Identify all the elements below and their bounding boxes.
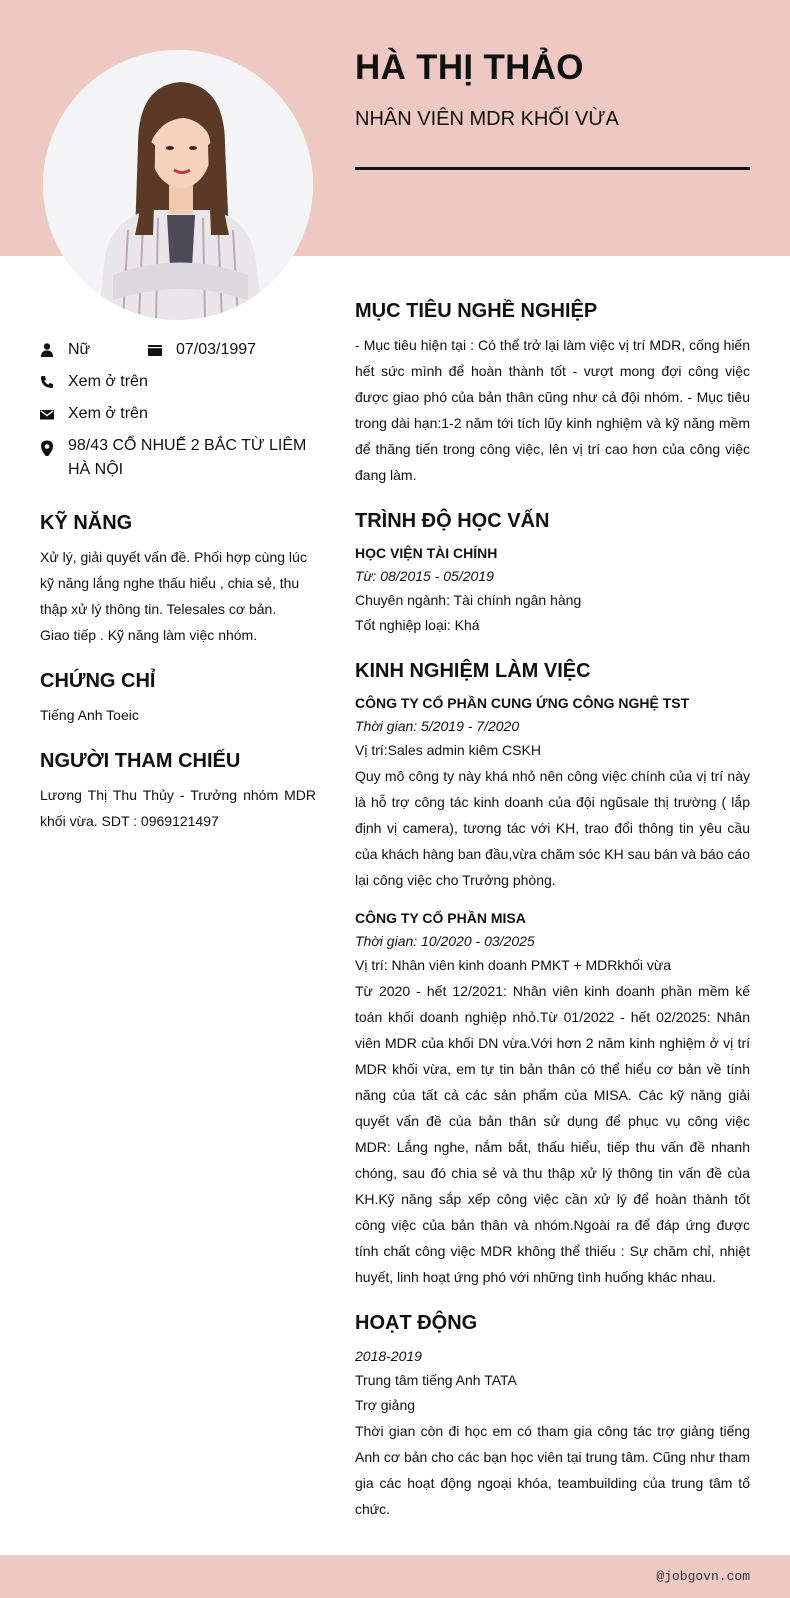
activities-organization: Trung tâm tiếng Anh TATA [355, 1372, 517, 1388]
education-major: Chuyên ngành: Tài chính ngân hàng [355, 592, 582, 608]
activities-description: Thời gian còn đi học em có tham gia công tác trợ giảng tiếng Anh cơ bản cho các bạn học viên tại trung tâm. Cũng như tham gia các hoạt động ngoại khóa, teambuilding của trung tâm tổ chức. [355, 1423, 750, 1517]
email-icon [40, 407, 54, 421]
email-value: Xem ở trên [68, 405, 148, 422]
skills-title: KỸ NĂNG [40, 512, 133, 534]
dob-value: 07/03/1997 [176, 341, 257, 358]
profile-photo [43, 50, 313, 320]
education-title: TRÌNH ĐỘ HỌC VẤN [355, 510, 550, 532]
experience-position: Vị trí: Nhân viên kinh doanh PMKT + MDRkhối vừa [355, 957, 672, 973]
location-icon [40, 439, 54, 456]
footer-watermark: @jobgovn.com [656, 1569, 750, 1584]
certificates-text: Tiếng Anh Toeic [40, 707, 139, 723]
references-text: Lương Thị Thu Thủy - Trưởng nhóm MDR khối vừa. SDT : 0969121497 [40, 787, 316, 829]
education-grade: Tốt nghiệp loại: Khá [355, 617, 480, 633]
profile-photo-illustration [43, 50, 313, 320]
title-divider [355, 167, 750, 170]
contact-address [40, 434, 316, 482]
activities-title: HOẠT ĐỘNG [355, 1312, 478, 1334]
experience-period: Thời gian: 10/2020 - 03/2025 [355, 933, 535, 949]
objective-text: - Mục tiêu hiện tại : Có thể trở lại làm việc vị trí MDR, cống hiến hết sức mình để hoàn thành tốt - vượt mong đợi công việc được giao phó của bản thân cũng như cả đội nhóm. - Mục tiêu trong dài hạn:1-2 năm tới tích lũy kinh nghiệm và kỹ năng mềm để thăng tiến trong công việc, lên vị trí cao hơn của công việc đang làm. [355, 337, 750, 483]
person-icon [40, 343, 54, 357]
references-title: NGƯỜI THAM CHIẾU [40, 750, 241, 772]
experience-period: Thời gian: 5/2019 - 7/2020 [355, 718, 520, 734]
experience-description: Quy mô công ty này khá nhỏ nên công việc chính của vị trí này là hỗ trợ công tác kinh doanh của đội ngũsale thị trường ( lắp định vị camera), tương tác với KH, trao đổi thông tin yêu cầu của khách hàng ban đầu,vừa chăm sóc KH sau bán và báo cáo lại công việc cho Trưởng phòng. [355, 768, 750, 888]
contact-phone [40, 370, 316, 394]
candidate-name: HÀ THỊ THẢO [355, 48, 584, 87]
gender-value: Nữ [68, 341, 91, 358]
experience-item [355, 907, 750, 1290]
experience-position: Vị trí:Sales admin kiêm CSKH [355, 742, 541, 758]
education-period: Từ: 08/2015 - 05/2019 [355, 568, 494, 584]
education-school: HỌC VIỆN TÀI CHÍNH [355, 545, 498, 561]
activities-role: Trợ giảng [355, 1397, 416, 1413]
skills-text-2: Giao tiếp . Kỹ năng làm việc nhóm. [40, 627, 258, 643]
candidate-job-title: NHÂN VIÊN MDR KHỐI VỪA [355, 108, 619, 130]
experience-item [355, 692, 750, 893]
experience-title: KINH NGHIỆM LÀM VIỆC [355, 660, 591, 682]
objective-title: MỤC TIÊU NGHỀ NGHIỆP [355, 300, 598, 322]
skills-text: Xử lý, giải quyết vấn đề. Phối hợp cùng lúc kỹ năng lắng nghe thấu hiểu , chia sẻ, thu thập xử lý thông tin. Telesales cơ bản. [40, 549, 307, 617]
phone-value: Xem ở trên [68, 373, 148, 390]
left-column [40, 338, 316, 834]
activities-period: 2018-2019 [355, 1348, 422, 1364]
right-column [355, 298, 750, 1522]
certificates-title: CHỨNG CHỈ [40, 670, 156, 692]
calendar-icon [148, 343, 162, 357]
contact-gender-dob [40, 338, 316, 362]
contact-email [40, 402, 316, 426]
address-value: 98/43 CỔ NHUẾ 2 BẮC TỪ LIÊM HÀ NỘI [68, 437, 307, 478]
experience-description: Từ 2020 - hết 12/2021: Nhân viên kinh doanh phần mềm kế toán khối doanh nghiệp nhỏ.Từ 01/2022 - hết 02/2025: Nhân viên MDR của khối DN vừa.Với hơn 2 năm kinh nghiệm ở vị trí MDR khối vừa, em tự tin bản thân có thể hiểu cơ bản về tính năng của tất cả các sản phẩm của MISA. Các kỹ năng giải quyết vấn đề của bản thân sử dụng để phục vụ công việc MDR: Lắng nghe, nắm bắt, thấu hiểu, tiếp thu vấn đề nhanh chóng, sau đó chia sẻ và thu thập xử lý thông tin vấn đề của KH.Kỹ năng sắp xếp công việc cần xử lý để hoàn thành tốt công việc của bản thân và nhóm.Ngoài ra để đáp ứng được tính chất công việc MDR không thể thiếu : Sự chăm chỉ, nhiệt huyết, linh hoạt ứng phó với những tình huống khác nhau. [355, 983, 750, 1285]
experience-company: CÔNG TY CỔ PHẦN CUNG ỨNG CÔNG NGHỆ TST [355, 695, 690, 711]
experience-company: CÔNG TY CỔ PHẦN MISA [355, 910, 526, 926]
phone-icon [40, 375, 54, 389]
